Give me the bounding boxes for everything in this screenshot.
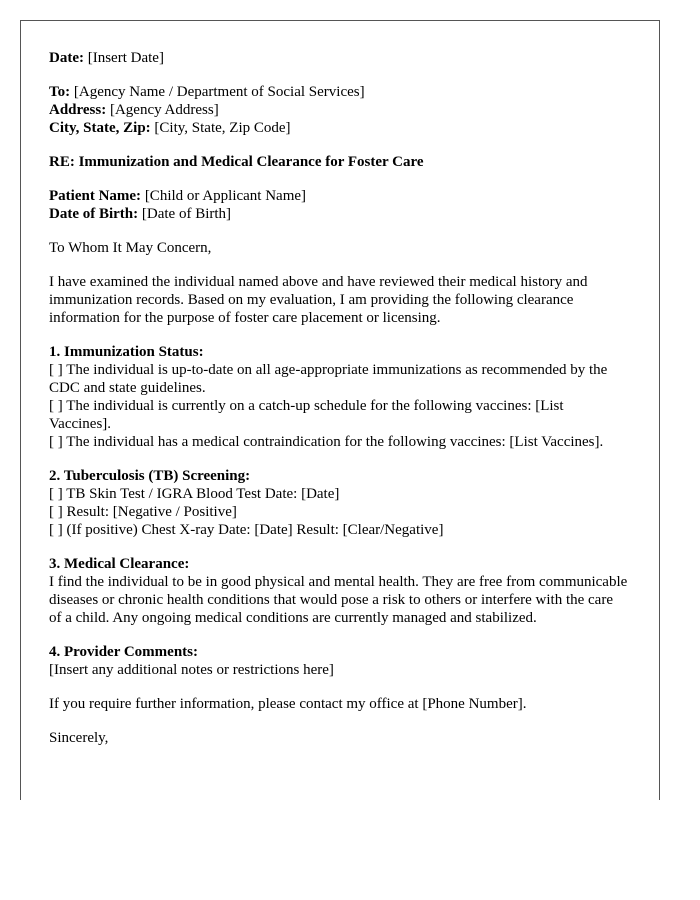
immunization-item: [ ] The individual is up-to-date on all age-appropriate immunizations as recommended by the CDC and state guidelines.	[49, 362, 608, 396]
date-line	[49, 49, 629, 67]
to-value: [Agency Name / Department of Social Services]	[73, 84, 365, 100]
re-block	[49, 153, 629, 171]
date-label: Date:	[49, 50, 84, 66]
date-value: [Insert Date]	[87, 50, 164, 66]
city-label: City, State, Zip:	[49, 120, 151, 136]
dob-label: Date of Birth:	[49, 206, 139, 222]
to-line	[49, 83, 629, 101]
comments-text: [Insert any additional notes or restrictions here]	[49, 662, 334, 678]
tb-section	[49, 467, 629, 539]
address-line	[49, 101, 629, 119]
tb-item: [ ] Result: [Negative / Positive]	[49, 504, 237, 520]
patient-name-line	[49, 187, 629, 205]
immunization-section	[49, 343, 629, 451]
to-label: To:	[49, 84, 71, 100]
immunization-heading: 1. Immunization Status:	[49, 344, 204, 360]
comments-section	[49, 643, 629, 679]
contact-line: If you require further information, please contact my office at [Phone Number].	[49, 696, 527, 712]
city-value: [City, State, Zip Code]	[154, 120, 291, 136]
clearance-section	[49, 555, 629, 627]
letter-body	[49, 49, 629, 763]
dob-line	[49, 205, 629, 223]
intro-paragraph: I have examined the individual named above and have reviewed their medical history and immunization records. Based on my evaluation, I am providing the following clearance information for the purpose of foster care placement or licensing.	[49, 274, 588, 326]
address-label: Address:	[49, 102, 107, 118]
immunization-item: [ ] The individual has a medical contraindication for the following vaccines: [List Vaccines].	[49, 434, 604, 450]
tb-item: [ ] TB Skin Test / IGRA Blood Test Date: [Date]	[49, 486, 340, 502]
re-line: RE: Immunization and Medical Clearance for Foster Care	[49, 154, 424, 170]
closing: Sincerely,	[49, 730, 109, 746]
patient-name-label: Patient Name:	[49, 188, 142, 204]
tb-item: [ ] (If positive) Chest X-ray Date: [Date] Result: [Clear/Negative]	[49, 522, 444, 538]
patient-name-value: [Child or Applicant Name]	[144, 188, 307, 204]
address-value: [Agency Address]	[109, 102, 219, 118]
letter-page	[20, 20, 660, 800]
clearance-heading: 3. Medical Clearance:	[49, 556, 190, 572]
city-line	[49, 119, 629, 137]
date-block	[49, 49, 629, 67]
tb-heading: 2. Tuberculosis (TB) Screening:	[49, 468, 251, 484]
immunization-item: [ ] The individual is currently on a catch-up schedule for the following vaccines: [List Vaccines].	[49, 398, 564, 432]
salutation: To Whom It May Concern,	[49, 240, 212, 256]
patient-block	[49, 187, 629, 223]
clearance-text: I find the individual to be in good physical and mental health. They are free from communicable diseases or chronic health conditions that would pose a risk to others or interfere with the care of a child. Any ongoing medical conditions are currently managed and stabilized.	[49, 574, 628, 626]
dob-value: [Date of Birth]	[141, 206, 232, 222]
recipient-block	[49, 83, 629, 137]
comments-heading: 4. Provider Comments:	[49, 644, 199, 660]
